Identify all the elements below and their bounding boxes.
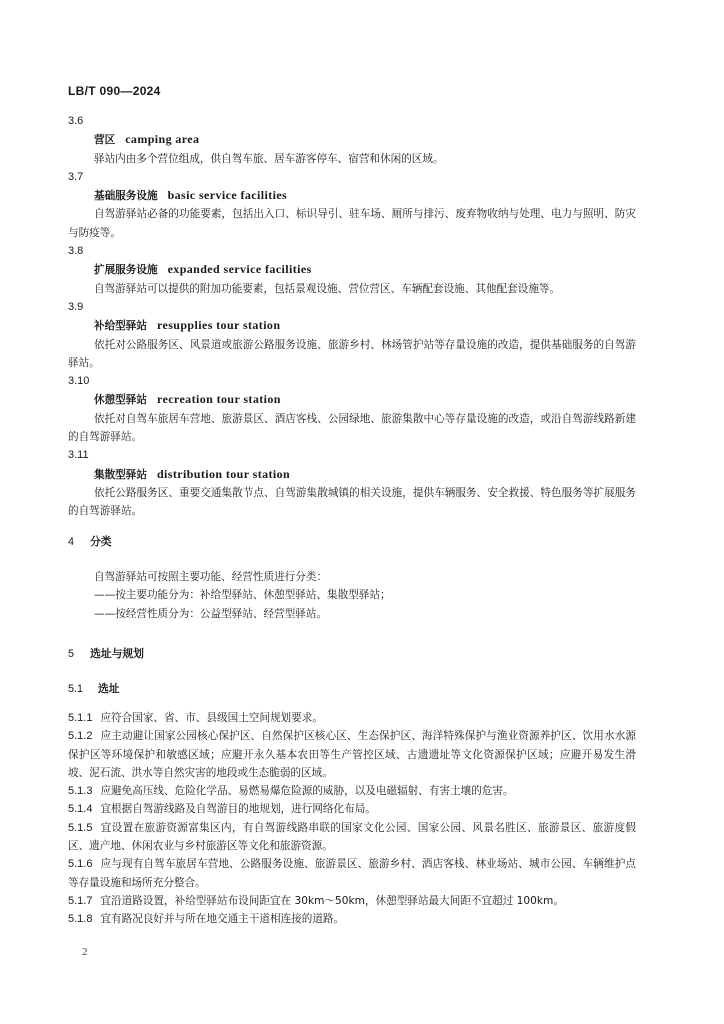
section-4-body bbox=[68, 568, 636, 623]
subsection-title: 选址 bbox=[98, 682, 120, 695]
clause-text: 宜沿道路设置，补给型驿站布设间距宜在 30km～50km，休憩型驿站最大间距不宜超过 100km。 bbox=[100, 894, 564, 907]
term-definition: 自驾游驿站可以提供的附加功能要素，包括景观设施、营位营区、车辆配套设施、其他配套设施等。 bbox=[94, 282, 561, 295]
clause bbox=[68, 782, 636, 800]
term-heading bbox=[68, 130, 636, 149]
subsection-5-1-heading bbox=[68, 681, 120, 696]
clause-number: 5.1.2 bbox=[68, 730, 93, 743]
clause-text: 宜有路况良好并与所在地交通主干道相连接的道路。 bbox=[100, 913, 345, 926]
term-heading bbox=[68, 465, 636, 484]
clause bbox=[68, 800, 636, 818]
term-entry bbox=[68, 112, 636, 168]
term-entry bbox=[68, 242, 636, 298]
term-definition: 驿站内由多个营位组成，供自驾车旅、居车游客停车、宿营和休闲的区域。 bbox=[94, 152, 444, 165]
section-title: 分类 bbox=[90, 535, 112, 548]
clause-text: 应主动避让国家公园核心保护区、自然保护区核心区、生态保护区、海洋特殊保护与渔业资源养护区、饮用水水源保护区等环境保护和敏感区域；应避开永久基本农田等生产管控区域、古遗遗址等文化资源保护区域；应避开易发生滑坡、泥石流、洪水等自然灾害的地段或生态脆弱的区域。 bbox=[68, 730, 636, 779]
term-definition: 依托对自驾车旅居车营地、旅游景区、酒店客栈、公园绿地、旅游集散中心等存量设施的改造，或沿自驾游线路新建的自驾游驿站。 bbox=[68, 412, 636, 444]
term-en: distribution tour station bbox=[156, 466, 291, 481]
clause-text: 应符合国家、省、市、县级国土空间规划要求。 bbox=[100, 712, 323, 724]
page-number: 2 bbox=[82, 946, 88, 958]
term-number: 3.6 bbox=[68, 115, 84, 127]
clause-list bbox=[68, 709, 636, 929]
term-number: 3.9 bbox=[68, 300, 84, 313]
clause-number: 5.1.8 bbox=[68, 913, 93, 926]
clause-number: 5.1.6 bbox=[68, 858, 93, 871]
term-heading bbox=[68, 316, 636, 335]
classification-item: ——按经营性质分为：公益型驿站、经营型驿站。 bbox=[94, 607, 328, 620]
section-5-heading bbox=[68, 646, 144, 661]
term-zh: 集散型驿站 bbox=[94, 468, 147, 481]
term-number: 3.8 bbox=[68, 245, 84, 258]
term-en: basic service facilities bbox=[167, 188, 288, 203]
term-en: resupplies tour station bbox=[156, 318, 281, 333]
term-definition: 依托公路服务区、重要交通集散节点、自驾游集散城镇的相关设施，提供车辆服务、安全救援、特色服务等扩展服务的自驾游驿站。 bbox=[68, 486, 636, 518]
clause-text: 应避免高压线、危险化学品、易燃易爆危险源的威胁，以及电磁辐射、有害土壤的危害。 bbox=[100, 785, 514, 798]
classification-item: ——按主要功能分为：补给型驿站、休憩型驿站、集散型驿站； bbox=[94, 589, 391, 602]
clause-text: 应与现有自驾车旅居车营地、公路服务设施、旅游景区、旅游乡村、酒店客栈、林业场站、城市公园、车辆维护点等存量设施和场所充分整合。 bbox=[68, 858, 636, 889]
clause-text: 宜设置在旅游资源富集区内，有自驾游线路串联的国家文化公园、国家公园、风景名胜区、旅游景区、旅游度假区、遗产地、休闲农业与乡村旅游区等文化和旅游资源。 bbox=[68, 821, 636, 853]
term-number: 3.7 bbox=[68, 170, 84, 183]
classification-intro: 自驾游驿站可按照主要功能、经营性质进行分类： bbox=[94, 571, 328, 583]
term-heading bbox=[68, 260, 636, 279]
document-code: LB/T 090—2024 bbox=[68, 84, 161, 98]
clause bbox=[68, 709, 636, 727]
section-4-heading bbox=[68, 534, 112, 549]
clause bbox=[68, 819, 636, 856]
clause bbox=[68, 727, 636, 782]
subsection-number: 5.1 bbox=[68, 683, 84, 695]
clause bbox=[68, 910, 636, 928]
term-definition: 自驾游驿站必备的功能要素，包括出入口、标识导引、驻车场、厕所与排污、废弃物收纳与处理、电力与照明、防灾与防疫等。 bbox=[68, 208, 636, 239]
term-entry bbox=[68, 168, 636, 242]
section-title: 选址与规划 bbox=[90, 647, 144, 660]
clause-text: 宜根据自驾游线路及自驾游目的地规划，进行网络化布局。 bbox=[100, 803, 376, 816]
clause bbox=[68, 855, 636, 892]
clause-number: 5.1.3 bbox=[68, 785, 93, 798]
term-entry bbox=[68, 298, 636, 372]
terms-block bbox=[68, 112, 636, 521]
section-number: 5 bbox=[68, 648, 75, 660]
clause-number: 5.1.4 bbox=[68, 803, 93, 816]
term-number: 3.11 bbox=[68, 449, 89, 462]
term-zh: 扩展服务设施 bbox=[94, 264, 158, 277]
clause bbox=[68, 892, 636, 910]
section-number: 4 bbox=[68, 536, 75, 548]
term-heading bbox=[68, 186, 636, 205]
term-en: camping area bbox=[125, 132, 200, 147]
clause-number: 5.1.1 bbox=[68, 712, 93, 724]
term-definition: 依托对公路服务区、风景道或旅游公路服务设施、旅游乡村、林场管护站等存量设施的改造，提供基础服务的自驾游驿站。 bbox=[68, 338, 636, 369]
term-en: expanded service facilities bbox=[167, 262, 312, 277]
term-zh: 补给型驿站 bbox=[94, 320, 147, 333]
term-entry bbox=[68, 446, 636, 520]
term-zh: 营区 bbox=[94, 134, 116, 147]
term-heading bbox=[68, 390, 636, 409]
clause-number: 5.1.7 bbox=[68, 894, 93, 907]
term-en: recreation tour station bbox=[156, 392, 281, 407]
clause-number: 5.1.5 bbox=[68, 821, 93, 834]
term-zh: 休憩型驿站 bbox=[94, 394, 147, 407]
term-entry bbox=[68, 372, 636, 446]
term-number: 3.10 bbox=[68, 375, 90, 388]
term-zh: 基础服务设施 bbox=[94, 190, 158, 203]
